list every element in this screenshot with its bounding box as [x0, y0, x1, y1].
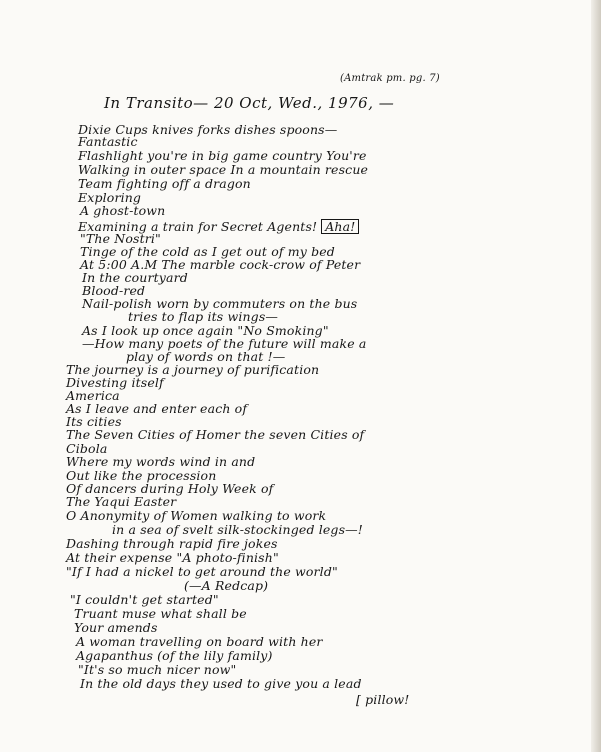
poem-line: In the old days they used to give you a lead	[80, 676, 362, 691]
boxed-annotation: Aha!	[321, 219, 359, 234]
bracket-mark: [	[356, 692, 366, 707]
poem-line: "If I had a nickel to get around the world"	[66, 564, 338, 579]
poem-line: Truant muse what shall be	[74, 606, 247, 621]
poem-line: America	[66, 388, 120, 403]
poem-line: Fantastic	[78, 134, 138, 149]
poem-line: A ghost-town	[80, 203, 166, 218]
poem-line: Dashing through rapid fire jokes	[66, 536, 278, 551]
poem-line: At 5:00 A.M The marble cock-crow of Peter	[80, 257, 361, 272]
poem-line: Exploring	[78, 190, 142, 205]
poem-line: (—A Redcap)	[184, 578, 269, 593]
poem-line: Out like the procession	[66, 468, 217, 483]
poem-line: play of words on that !—	[126, 349, 286, 364]
poem-line: O Anonymity of Women walking to work	[66, 508, 327, 523]
poem-line: The Yaqui Easter	[66, 494, 177, 509]
poem-line-text: pillow!	[365, 692, 410, 707]
poem-line: Blood-red	[82, 283, 146, 298]
poem-line: As I look up once again "No Smoking"	[82, 323, 329, 338]
poem-line: The journey is a journey of purification	[66, 362, 320, 377]
poem-line: Flashlight you're in big game country You're	[78, 148, 367, 163]
poem-line: At their expense "A photo-finish"	[66, 550, 279, 565]
poem-line: tries to flap its wings—	[128, 309, 279, 324]
poem-line: Cibola	[66, 441, 108, 456]
poem-line: in a sea of svelt silk-stockinged legs—!	[112, 522, 363, 537]
source-note: (Amtrak pm. pg. 7)	[340, 73, 440, 84]
poem-line: Your amends	[74, 620, 158, 635]
poem-line: A woman travelling on board with her	[76, 634, 323, 649]
poem-line: Dixie Cups knives forks dishes spoons—	[78, 122, 338, 137]
poem-heading: In Transito— 20 Oct, Wed., 1976, —	[104, 94, 395, 112]
poem-line: Agapanthus (of the lily family)	[76, 648, 273, 663]
poem-line: Nail-polish worn by commuters on the bus	[82, 296, 358, 311]
poem-line: Walking in outer space In a mountain rescue	[78, 162, 369, 177]
poem-line: "It's so much nicer now"	[78, 662, 237, 677]
poem-line-text: Examining a train for Secret Agents!	[78, 219, 318, 234]
poem-line: The Seven Cities of Homer the seven Cities of	[66, 427, 365, 442]
poem-line: —How many poets of the future will make a	[82, 336, 367, 351]
poem-line: In the courtyard	[82, 270, 188, 285]
poem-line: Tinge of the cold as I get out of my bed	[80, 244, 335, 259]
poem-line: "The Nostri"	[80, 231, 161, 246]
poem-line: Team fighting off a dragon	[78, 176, 251, 191]
poem-line: As I leave and enter each of	[66, 401, 248, 416]
poem-line: Of dancers during Holy Week of	[66, 481, 274, 496]
poem-line	[356, 694, 409, 707]
poem-line: Its cities	[66, 414, 122, 429]
poem-line: Divesting itself	[66, 375, 164, 390]
poem-line: "I couldn't get started"	[70, 592, 219, 607]
poem-line: Where my words wind in and	[66, 454, 256, 469]
